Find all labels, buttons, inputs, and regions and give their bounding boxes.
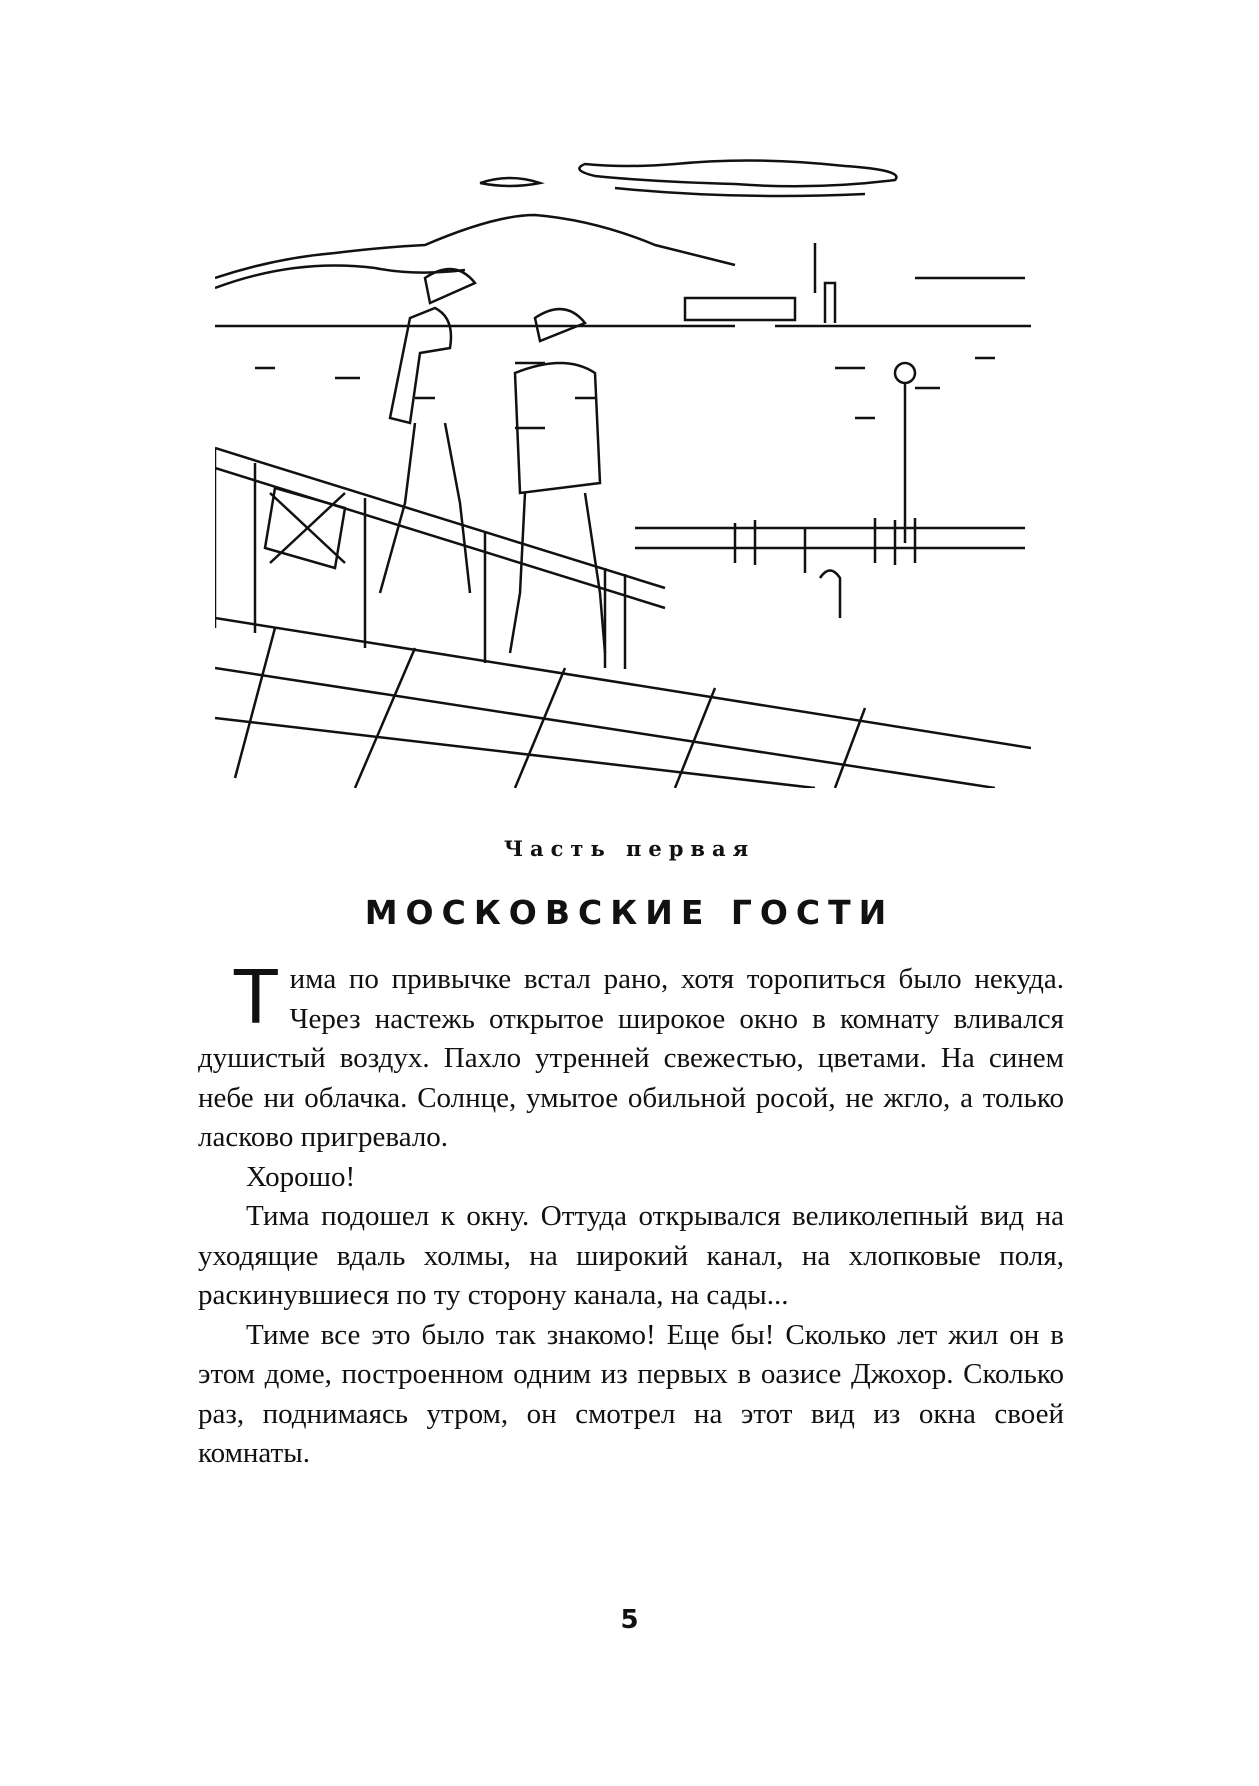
part-label: Часть первая xyxy=(503,836,756,861)
paragraph-1-text: има по привычке встал рано, хотя торопиться было некуда. Через настежь открытое широкое окно в комнату вливался душистый воздух. Пахло утренней свежестью, цветами. На синем небе ни облачка. Солнце, умытое обильной росой, не жгло, а только ласково пригревало. xyxy=(198,963,1064,1153)
dropcap: Т xyxy=(232,952,280,1040)
paragraph-1 xyxy=(198,952,1064,1158)
paragraph-2: Хорошо! xyxy=(246,1160,356,1193)
paragraph-4: Тиме все это было так знакомо! Еще бы! Сколько лет жил он в этом доме, построенном одним из первых в оазисе Джохор. Сколько раз, поднимаясь утром, он смотрел на этот вид из окна своей комнаты. xyxy=(198,1318,1064,1469)
chapter-title: МОСКОВСКИЕ ГОСТИ xyxy=(364,893,895,932)
page-number: 5 xyxy=(620,1605,639,1635)
body-text xyxy=(198,952,1064,1474)
embankment-illustration xyxy=(215,148,1031,788)
paragraph-3: Тима подошел к окну. Оттуда открывался великолепный вид на уходящие вдаль холмы, на широкий канал, на хлопковые поля, раскинувшиеся по ту сторону канала, на сады... xyxy=(198,1200,1064,1311)
